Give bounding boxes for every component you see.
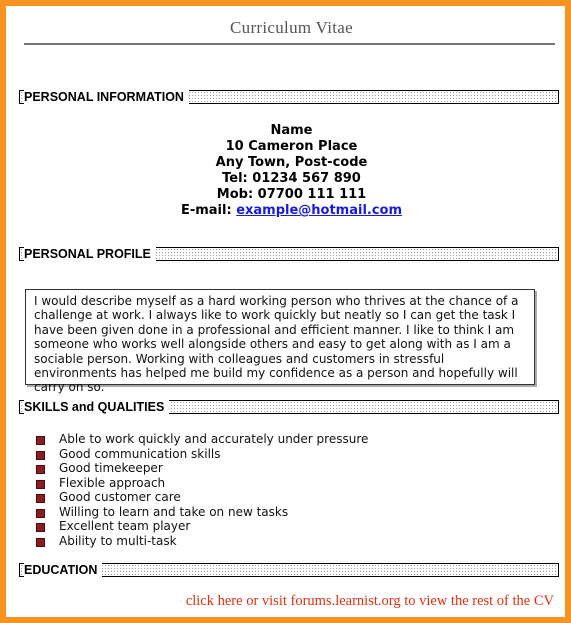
list-item: Excellent team player [36,519,368,534]
list-item: Good timekeeper [36,461,368,476]
section-skills [19,400,559,414]
skills-list [36,432,368,548]
view-rest-of-cv-link[interactable]: click here or visit forums.learnist.org to view the rest of the CV [185,593,554,609]
section-personal-information [19,90,559,104]
bullet-icon [36,451,45,460]
section-heading: PERSONAL INFORMATION [24,90,189,104]
bullet-icon [36,538,45,547]
contact-mob: Mob: 07700 111 111 [216,187,367,202]
email-link[interactable]: example@hotmail.com [236,203,403,218]
list-item: Good communication skills [36,447,368,462]
list-item: Good customer care [36,490,368,505]
email-label: E-mail: [180,203,232,218]
section-heading: PERSONAL PROFILE [24,247,156,261]
section-personal-profile [19,247,559,261]
list-item: Able to work quickly and accurately under pressure [36,432,368,447]
contact-block [6,123,571,219]
section-education [19,563,559,577]
bullet-icon [36,465,45,474]
contact-address: 10 Cameron Place [225,139,358,154]
profile-text-box: I would describe myself as a hard working person who thrives at the chance of a challenge at work. I always like to work quickly but neatly so I can get the task I have been given done in a professional and efficient manner. I like to think I am someone who works well alongside others and easy to get along with as I am a sociable person. Working with colleagues and customers in stressful environments has helped me build my confidence as a person and hopefully will carry on so. [25,289,535,385]
title-divider [24,43,555,45]
document-title: Curriculum Vitae [230,18,353,37]
bullet-icon [36,480,45,489]
contact-email-row [6,203,571,219]
bullet-icon [36,436,45,445]
contact-town: Any Town, Post-code [215,155,368,170]
section-heading: EDUCATION [24,563,102,577]
contact-tel: Tel: 01234 567 890 [222,171,361,186]
list-item: Ability to multi-task [36,534,368,549]
list-item: Flexible approach [36,476,368,491]
bullet-icon [36,509,45,518]
section-heading: SKILLS and QUALITIES [24,400,169,414]
contact-name: Name [270,123,313,138]
bullet-icon [36,494,45,503]
bullet-icon [36,523,45,532]
list-item: Willing to learn and take on new tasks [36,505,368,520]
